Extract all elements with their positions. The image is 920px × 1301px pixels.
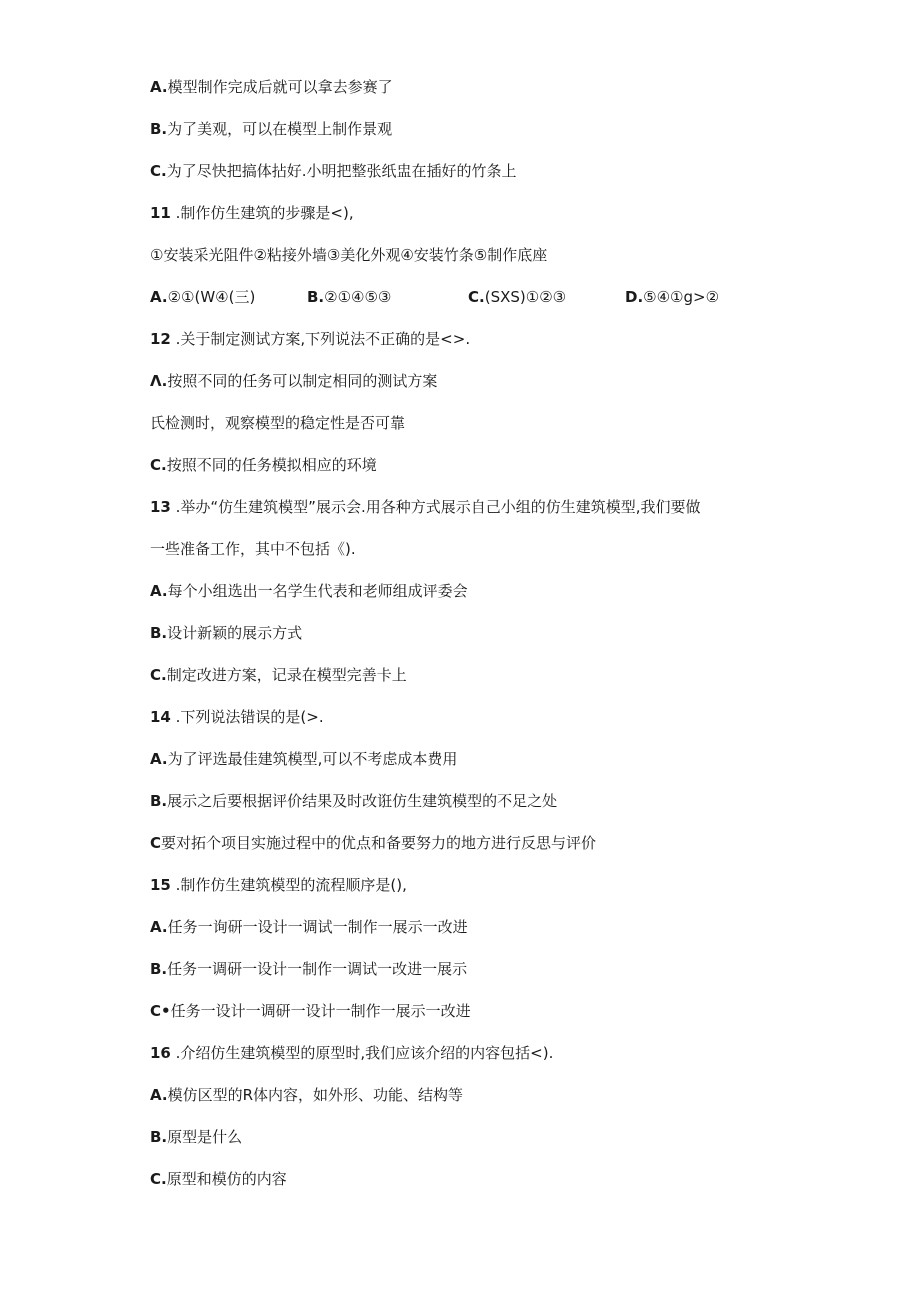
- question-number: 13: [150, 498, 171, 516]
- option-text: 按照不同的任务模拟相应的环境: [166, 456, 377, 474]
- option-prefix: A.: [150, 288, 168, 306]
- option-text: 展示之后要根据评价结果及时改诳仿生建筑模型的不足之处: [167, 792, 558, 810]
- option-prefix: A.: [150, 750, 168, 768]
- option-text: 为了尽快把搞体拈好.小明把整张纸盅在插好的竹条上: [166, 162, 517, 180]
- option-prefix: A.: [150, 1086, 168, 1104]
- option-text: 模型制作完成后就可以拿去参赛了: [167, 78, 393, 96]
- question-text: .关于制定测试方案,下列说法不正确的是<>.: [170, 330, 471, 348]
- question-text: 一些准备工作，其中不包括《).: [150, 540, 356, 558]
- option-a: [150, 749, 457, 769]
- option-prefix: B.: [150, 960, 168, 978]
- option-prefix: A.: [150, 582, 168, 600]
- question-text: .下列说法错误的是(>.: [170, 708, 324, 726]
- option-text: 为了美观，可以在模型上制作景观: [167, 120, 393, 138]
- question-number: 11: [150, 204, 171, 222]
- steps-text: ①安装采光阻件②粘接外墙③美化外观④安装竹条⑤制作底座: [150, 246, 548, 264]
- question-number: 16: [150, 1044, 171, 1062]
- option-text: 每个小组选出一名学生代表和老师组成评委会: [167, 582, 468, 600]
- option-text: (SXS)①②③: [484, 288, 567, 306]
- option-b: [307, 287, 391, 307]
- question-16: [150, 1043, 553, 1063]
- option-text: 任务一设计一调研一设计一制作一展示一改进: [170, 1002, 471, 1020]
- option-text: 设计新颖的展示方式: [167, 624, 303, 642]
- option-a: [150, 581, 468, 601]
- question-text: .介绍仿生建筑模型的原型时,我们应该介绍的内容包括<).: [170, 1044, 554, 1062]
- option-c: [150, 161, 517, 181]
- option-text: ②①④⑤③: [324, 288, 392, 306]
- option-text: ②①(W④(三): [167, 288, 256, 306]
- option-b: [150, 959, 467, 979]
- option-c: [150, 1001, 471, 1021]
- option-text: 为了评选最佳建筑模型,可以不考虑成本费用: [167, 750, 458, 768]
- option-prefix: C.: [150, 1170, 167, 1188]
- option-a: [150, 371, 437, 391]
- option-prefix: C.: [150, 162, 167, 180]
- option-c: [150, 665, 407, 685]
- option-c: [150, 1169, 287, 1189]
- option-text: 任务一调研一设计一制作一调试一改进一展示: [167, 960, 468, 978]
- option-prefix: B.: [150, 624, 168, 642]
- option-c: [468, 287, 566, 307]
- question-text: .制作仿生建筑模型的流程顺序是(),: [170, 876, 407, 894]
- option-prefix: A.: [150, 78, 168, 96]
- question-11: [150, 203, 354, 223]
- option-b: [150, 791, 557, 811]
- option-text: 按照不同的任务可以制定相同的测试方案: [167, 372, 438, 390]
- option-prefix: C: [150, 834, 162, 852]
- question-number: 14: [150, 708, 171, 726]
- option-a: [150, 917, 468, 937]
- option-text: 要对拓个项目实施过程中的优点和备要努力的地方进行反思与评价: [161, 834, 597, 852]
- question-11-steps: [150, 245, 547, 265]
- option-c: [150, 455, 377, 475]
- option-prefix: C.: [150, 456, 167, 474]
- question-text: .制作仿生建筑的步骤是<),: [170, 204, 354, 222]
- option-b: [150, 623, 302, 643]
- option-text: 任务一询研一设计一调试一制作一展示一改进: [167, 918, 468, 936]
- option-text: 制定改进方案，记录在模型完善卡上: [166, 666, 407, 684]
- option-text: 模仿区型的R体内容，如外形、功能、结构等: [167, 1086, 464, 1104]
- question-15: [150, 875, 407, 895]
- option-prefix: C•: [150, 1002, 171, 1020]
- option-b: [150, 1127, 242, 1147]
- option-prefix: B.: [150, 792, 168, 810]
- option-prefix: C.: [150, 666, 167, 684]
- option-c: [150, 833, 596, 853]
- question-13: [150, 497, 701, 517]
- option-prefix: B.: [150, 1128, 168, 1146]
- option-text: 氏检测时，观察模型的稳定性是否可靠: [150, 414, 406, 432]
- option-text: 原型是什么: [167, 1128, 243, 1146]
- option-b: [150, 119, 392, 139]
- option-prefix: B.: [307, 288, 325, 306]
- question-11-options: [150, 287, 770, 307]
- question-number: 15: [150, 876, 171, 894]
- option-prefix: B.: [150, 120, 168, 138]
- option-prefix: D.: [625, 288, 644, 306]
- question-12: [150, 329, 470, 349]
- option-d: [625, 287, 719, 307]
- option-prefix: C.: [468, 288, 485, 306]
- option-text: ⑤④①g>②: [643, 288, 720, 306]
- option-a: [150, 1085, 463, 1105]
- option-a: [150, 77, 393, 97]
- option-b: [150, 413, 405, 433]
- option-prefix: Λ.: [150, 372, 168, 390]
- option-text: 原型和模仿的内容: [166, 1170, 287, 1188]
- question-text: .举办“仿生建筑模型”展示会.用各种方式展示自己小组的仿生建筑模型,我们要做: [170, 498, 701, 516]
- question-13-continued: [150, 539, 356, 559]
- question-14: [150, 707, 324, 727]
- option-prefix: A.: [150, 918, 168, 936]
- question-number: 12: [150, 330, 171, 348]
- option-a: [150, 287, 255, 307]
